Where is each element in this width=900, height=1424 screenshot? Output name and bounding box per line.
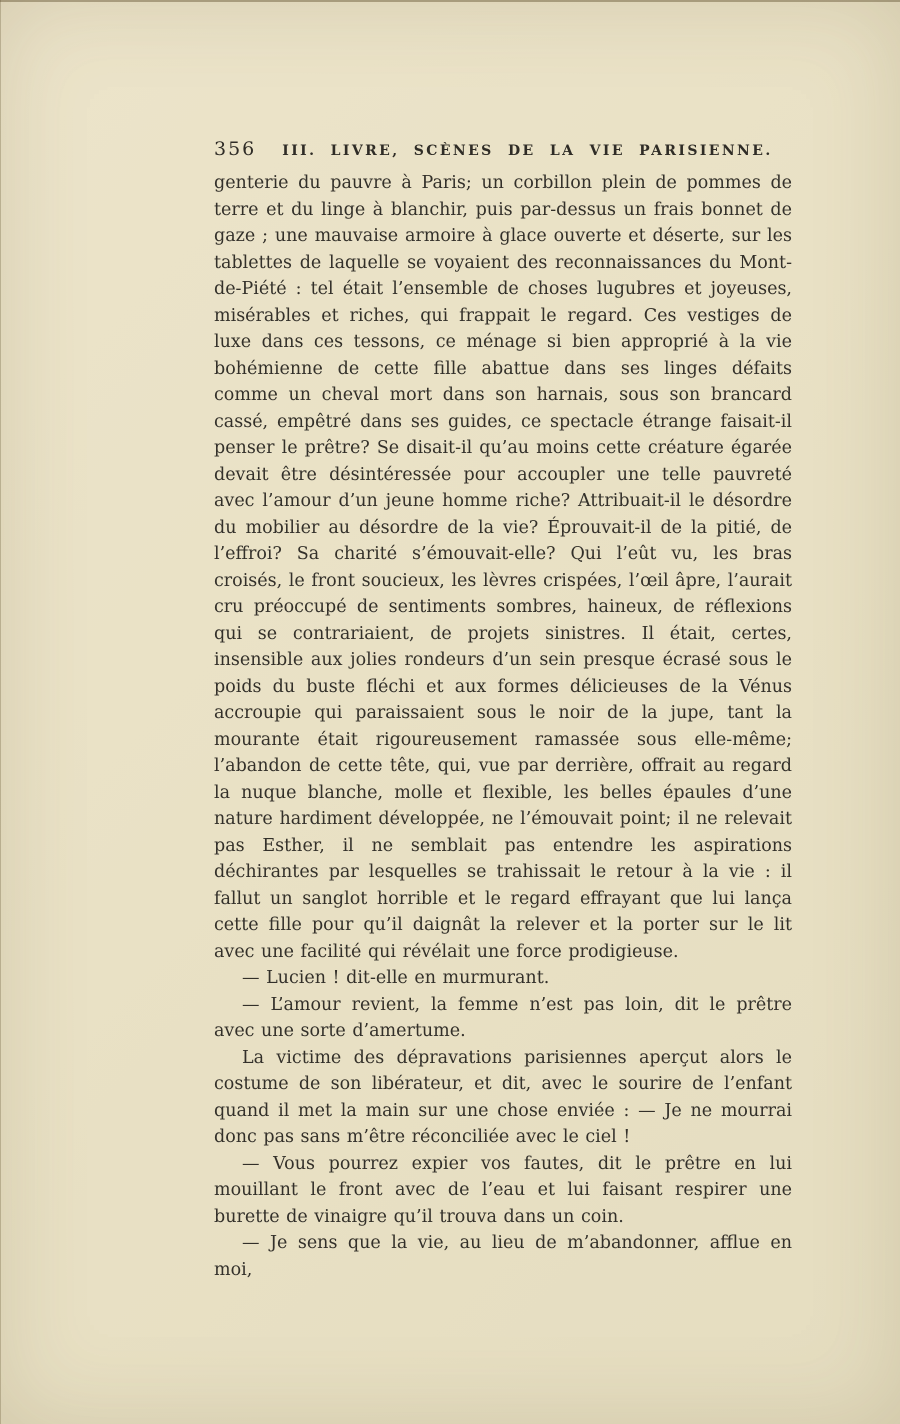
paragraph: La victime des dépravations parisiennes aperçut alors le costume de son libérateur, et dit, avec le sourire de l’enfant quand il met la main sur une chose enviée : — Je ne mourrai donc pas sans m’être réconciliée avec le ciel ! bbox=[214, 1047, 792, 1147]
running-title: III. LIVRE, SCÈNES DE LA VIE PARISIENNE. bbox=[282, 143, 773, 159]
page-number: 356 bbox=[214, 138, 257, 160]
paragraph-dialogue: — L’amour revient, la femme n’est pas loin, dit le prêtre avec une sorte d’amertume. bbox=[214, 994, 792, 1041]
paragraph-dialogue: — Lucien ! dit-elle en murmurant. bbox=[242, 968, 550, 988]
paragraph-dialogue: — Je sens que la vie, au lieu de m’abandonner, afflue en moi, bbox=[214, 1233, 792, 1280]
paragraph: genterie du pauvre à Paris; un corbillon plein de pommes de terre et du linge à blanchir, puis par-dessus un frais bonnet de gaze ; une mauvaise armoire à glace ouverte et déserte, sur les tablettes de laquelle se voyaient des reconnaissances du Mont-de-Piété : tel était l’ensemble de choses lugubres et joyeuses, misérables et riches, qui frappait le regard. Ces vestiges de luxe dans ces tessons, ce ménage si bien approprié à la vie bohémienne de cette fille abattue dans ses linges défaits comme un cheval mort dans son harnais, sous son brancard cassé, empêtré dans ses guides, ce spectacle étrange faisait-il penser le prêtre? Se disait-il qu’au moins cette créature égarée devait être désintéressée pour accoupler une telle pauvreté avec l’amour d’un jeune homme riche? Attribuait-il le désordre du mobilier au désordre de la vie? Éprouvait-il de la pitié, de l’effroi? Sa charité s’émouvait-elle? Qui l’eût vu, les bras croisés, le front soucieux, les lèvres crispées, l’œil âpre, l’aurait cru préoccupé de sentiments sombres, haineux, de réflexions qui se contrariaient, de projets sinistres. Il était, certes, insensible aux jolies rondeurs d’un sein presque écrasé sous le poids du buste fléchi et aux formes délicieuses de la Vénus accroupie qui paraissaient sous le noir de la jupe, tant la mourante était rigoureusement ramassée sous elle-même; l’abandon de cette tête, qui, vue par derrière, offrait au regard la nuque blanche, molle et flexible, les belles épaules d’une nature hardiment développée, ne l’émouvait point; il ne relevait pas Esther, il ne semblait pas entendre les aspirations déchirantes par lesquelles se trahissait le retour à la vie : il fallut un sanglot horrible et le regard effrayant que lui lança cette fille pour qu’il daignât la relever et la porter sur le lit avec une facilité qui révélait une force prodigieuse. bbox=[214, 173, 792, 962]
text-block bbox=[214, 170, 792, 1283]
page-header bbox=[214, 138, 790, 160]
paragraph-dialogue: — Vous pourrez expier vos fautes, dit le prêtre en lui mouillant le front avec de l’eau et lui faisant respirer une burette de vinaigre qu’il trouva dans un coin. bbox=[214, 1153, 792, 1227]
